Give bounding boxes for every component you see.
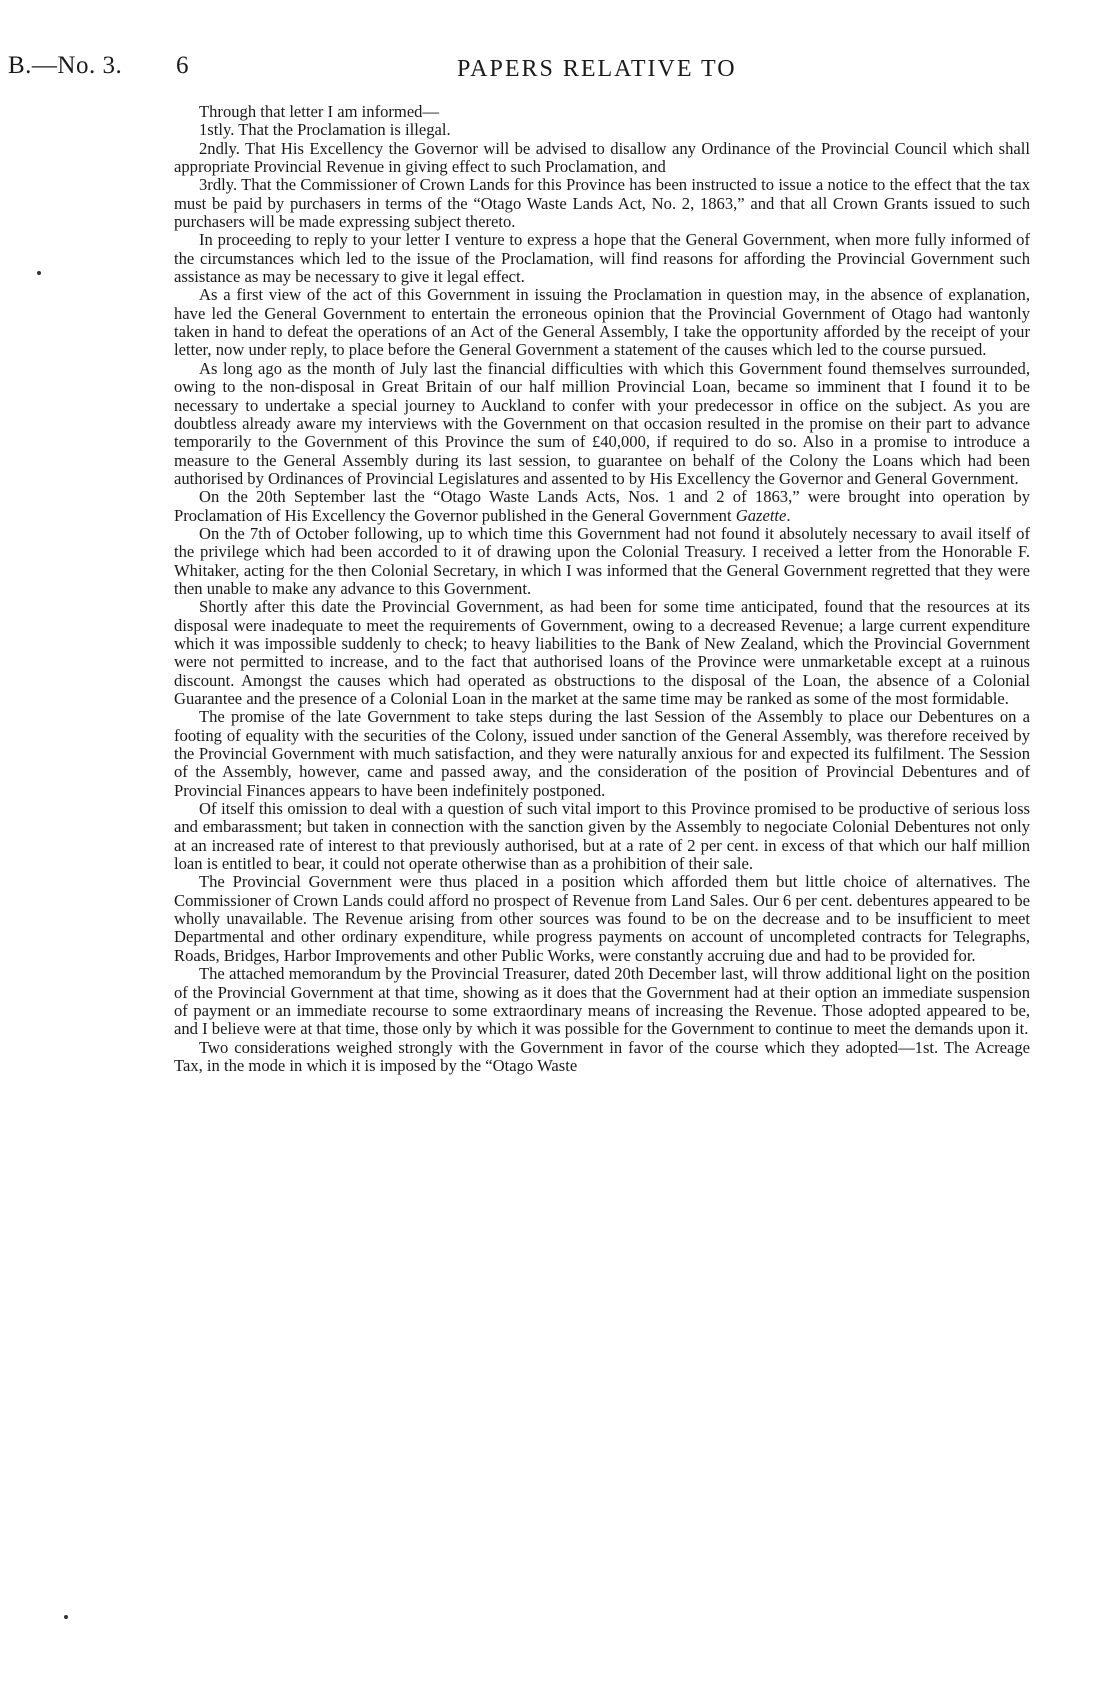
body-text: [174, 103, 1030, 1075]
paragraph: [174, 488, 1030, 525]
page-number: 6: [176, 52, 189, 79]
paragraph: Two considerations weighed strongly with the Government in favor of the course which they adopted—1st. The Acreage Tax, in the mode in which it is imposed by the “Otago Waste: [174, 1037, 1030, 1075]
paragraph: In proceeding to reply to your letter I venture to express a hope that the General Government, when more fully informed of the circumstances which led to the issue of the Proclamation, will find reasons for affording the Provincial Government such assistance as may be necessary to give it legal effect.: [174, 230, 1030, 287]
paragraph-secondly: 2ndly. That His Excellency the Governor will be advised to disallow any Ordinance of the Provincial Council which shall appropriate Provincial Revenue in giving effect to such Proclamation, and: [174, 138, 1030, 177]
paragraph: As long ago as the month of July last the financial difficulties with which this Government found themselves surrounded, owing to the non-disposal in Great Britain of our half million Provincial Loan, became so imminent that I found it to be necessary to undertake a special journey to Auckland to confer with your predecessor in office on the subject. As you are doubtless already aware my interviews with the Government on that occasion resulted in the promise on their part to advance temporarily to the Government of this Province the sum of £40,000, if required to do so. Also in a promise to introduce a measure to the General Assembly during its last session, to guarantee on behalf of the Colony the Loans which had been authorised by Ordinances of Provincial Legislatures and assented to by His Excellency the Governor and General Government.: [174, 358, 1030, 488]
paragraph: The Provincial Government were thus placed in a position which afforded them but little choice of alternatives. The Commissioner of Crown Lands could afford no prospect of Revenue from Land Sales. Our 6 per cent. debentures appeared to be wholly unavailable. The Revenue arising from other sources was found to be on the decrease and to be insufficient to meet Departmental and other ordinary expenditure, while progress payments on account of uncompleted contracts for Telegraphs, Roads, Bridges, Harbor Improvements and other Public Works, were constantly accruing due and had to be provided for.: [174, 872, 1030, 965]
paragraph-firstly: 1stly. That the Proclamation is illegal.: [199, 120, 451, 140]
margin-mark: [64, 1615, 68, 1619]
margin-mark: [37, 271, 41, 275]
paragraph-text: On the 20th September last the “Otago Waste Lands Acts, Nos. 1 and 2 of 1863,” were brought into operation by Proclamation of His Excellency the Governor published in the General Government: [174, 487, 1030, 525]
paragraph: On the 7th of October following, up to which time this Government had not found it absolutely necessary to avail itself of the privilege which had been accorded to it of drawing upon the Colonial Treasury. I received a letter from the Honorable F. Whitaker, acting for the then Colonial Secretary, in which I was informed that the General Government regretted that they were then unable to make any advance to this Government.: [174, 523, 1030, 598]
paragraph-text-end: .: [786, 505, 791, 525]
running-title: PAPERS RELATIVE TO: [457, 56, 737, 82]
gazette-italic: Gazette: [735, 505, 787, 525]
paragraph: The attached memorandum by the Provincial Treasurer, dated 20th December last, will throw additional light on the position of the Provincial Government at that time, showing as it does that the Government had at their option an immediate suspension of payment or an immediate recourse to some extraordinary means of increasing the Revenue. Those adopted appeared to be, and I believe were at that time, those only by which it was possible for the Government to continue to meet the demands upon it.: [174, 964, 1030, 1039]
paragraph-intro: Through that letter I am informed—: [199, 102, 440, 121]
document-reference: B.—No. 3.: [8, 52, 123, 79]
paragraph-thirdly: 3rdly. That the Commissioner of Crown Lands for this Province has been instructed to issue a notice to the effect that the tax must be paid by purchasers in terms of the “Otago Waste Lands Act, No. 2, 1863,” and that all Crown Grants issued to such purchasers will be made expressing subject thereto.: [174, 175, 1030, 232]
page-header: [8, 52, 1074, 92]
paragraph: As a first view of the act of this Government in issuing the Proclamation in question may, in the absence of explanation, have led the General Government to entertain the erroneous opinion that the Provincial Government of Otago had wantonly taken in hand to defeat the operations of an Act of the General Assembly, I take the opportunity afforded by the receipt of your letter, now under reply, to place before the General Government a statement of the causes which led to the course pursued.: [174, 285, 1030, 360]
paragraph: Of itself this omission to deal with a question of such vital import to this Province promised to be productive of serious loss and embarassment; but taken in connection with the sanction given by the Assembly to negociate Colonial Debentures not only at an increased rate of interest to that previously authorised, but at a rate of 2 per cent. in excess of that which our half million loan is entitled to bear, it could not operate otherwise than as a prohibition of their sale.: [174, 799, 1030, 874]
paragraph: The promise of the late Government to take steps during the last Session of the Assembly to place our Debentures on a footing of equality with the securities of the Colony, issued under sanction of the General Assembly, was therefore received by the Provincial Government with much satisfaction, and they were naturally anxious for and expected its fulfilment. The Session of the Assembly, however, came and passed away, and the consideration of the position of Provincial Debentures and of Provincial Finances appears to have been indefinitely postponed.: [174, 707, 1030, 800]
paragraph: Shortly after this date the Provincial Government, as had been for some time anticipated, found that the resources at its disposal were inadequate to meet the requirements of Government, owing to a decreased Revenue; a large current expenditure which it was impossible suddenly to check; to heavy liabilities to the Bank of New Zealand, which the Provincial Government were not permitted to increase, and to the fact that authorised loans of the Province were unmarketable except at a ruinous discount. Amongst the causes which had operated as obstructions to the disposal of the Loan, the absence of a Colonial Guarantee and the presence of a Colonial Loan in the market at the same time may be ranked as some of the most formidable.: [174, 597, 1030, 708]
